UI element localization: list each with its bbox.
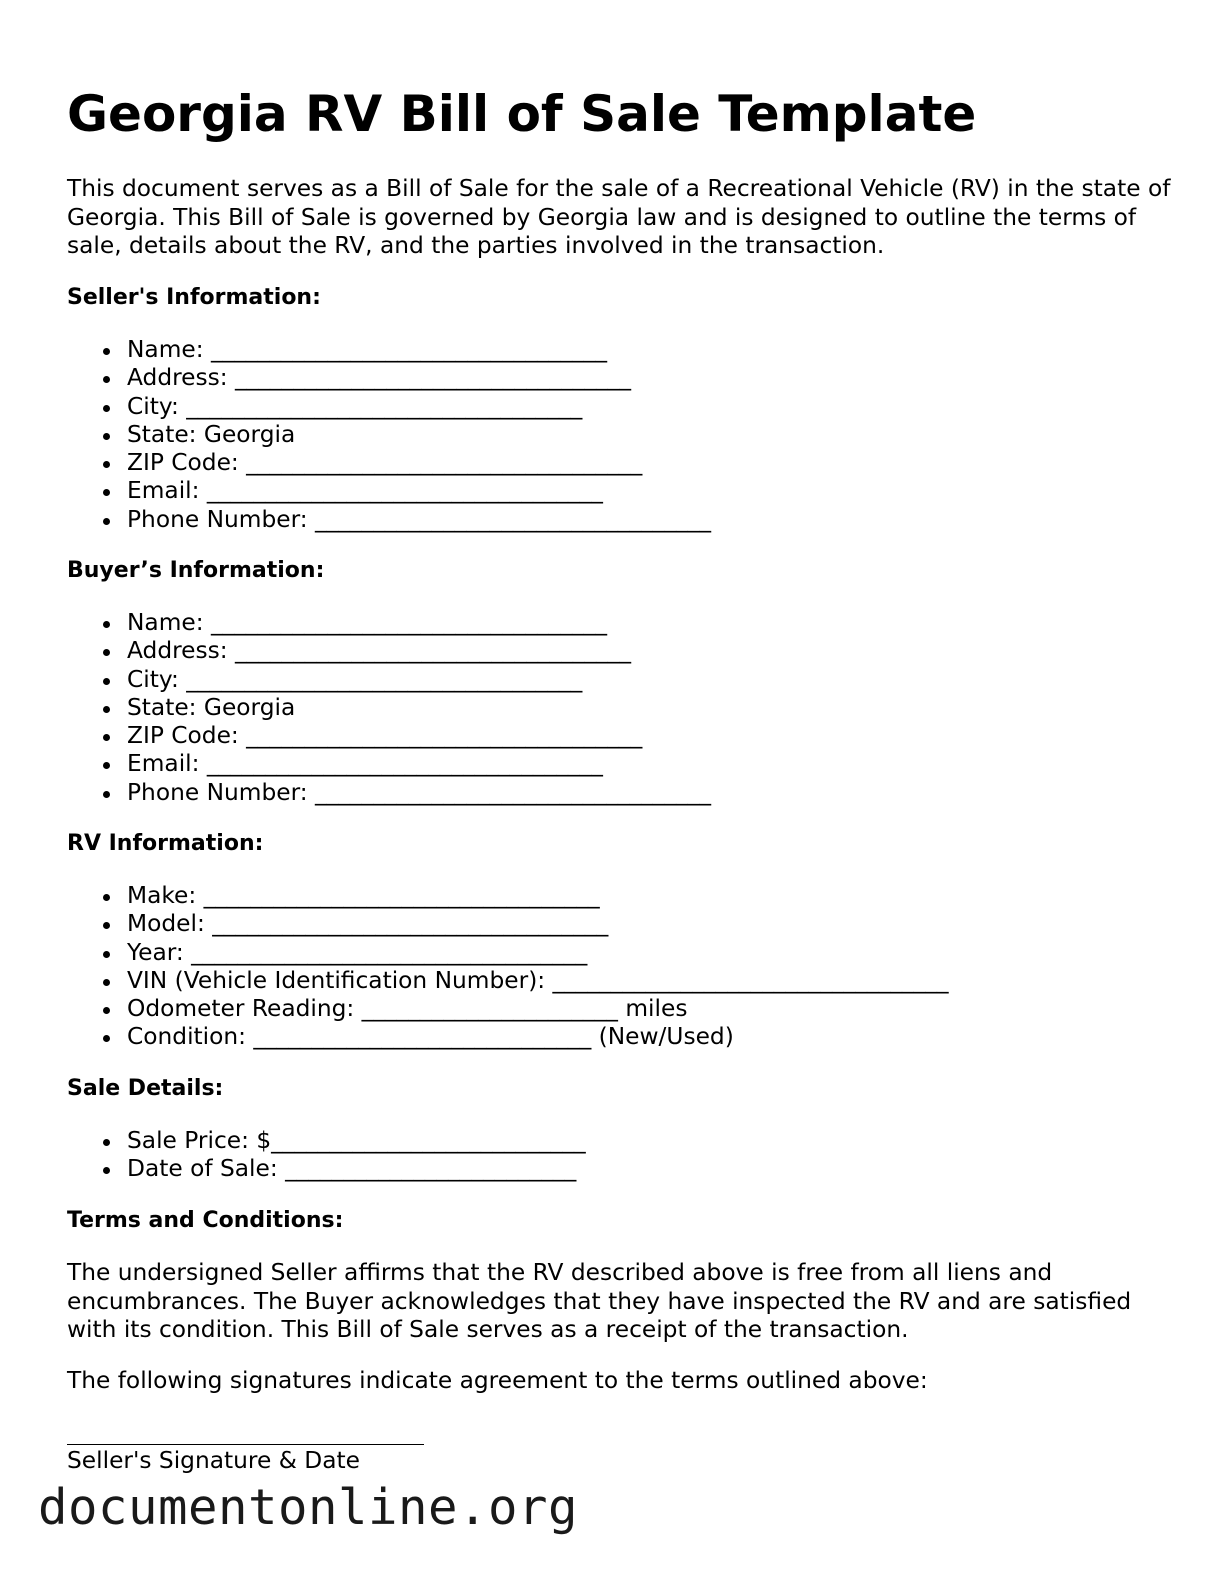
seller-name-field: Name: __________________________________ xyxy=(67,336,711,364)
seller-signature-label: Seller's Signature & Date xyxy=(67,1447,360,1474)
seller-address-field: Address: __________________________________ xyxy=(67,364,711,392)
seller-zip-field: ZIP Code: __________________________________ xyxy=(67,449,711,477)
buyer-address-field: Address: __________________________________ xyxy=(67,637,711,665)
seller-signature-line xyxy=(67,1444,424,1445)
buyer-fields xyxy=(67,609,711,807)
rv-year-field: Year: __________________________________ xyxy=(67,939,949,967)
buyer-heading: Buyer’s Information: xyxy=(67,558,325,583)
terms-heading: Terms and Conditions: xyxy=(67,1208,344,1233)
rv-fields xyxy=(67,882,949,1052)
terms-paragraph: The undersigned Seller affirms that the RV described above is free from all liens and encumbrances. The Buyer acknowledges that they have inspected the RV and are satisfied with its condition. This Bill of Sale serves as a receipt of the transaction. xyxy=(67,1259,1132,1343)
sale-price-field: Sale Price: $___________________________ xyxy=(67,1127,586,1155)
buyer-email-field: Email: __________________________________ xyxy=(67,750,711,778)
buyer-phone-field: Phone Number: __________________________________ xyxy=(67,779,711,807)
seller-fields xyxy=(67,336,711,534)
buyer-city-field: City: __________________________________ xyxy=(67,666,711,694)
seller-phone-field: Phone Number: __________________________________ xyxy=(67,506,711,534)
intro-paragraph: This document serves as a Bill of Sale for the sale of a Recreational Vehicle (RV) in the state of Georgia. This Bill of Sale is governed by Georgia law and is designed to outline the terms of sale, details about the RV, and the parties involved in the transaction. xyxy=(67,175,1171,259)
watermark: documentonline.org xyxy=(38,1479,579,1536)
page-title: Georgia RV Bill of Sale Template xyxy=(67,85,977,143)
sale-date-field: Date of Sale: _________________________ xyxy=(67,1155,586,1183)
buyer-name-field: Name: __________________________________ xyxy=(67,609,711,637)
seller-state-field: State: Georgia xyxy=(67,421,711,449)
rv-condition-field: Condition: _____________________________ (New/Used) xyxy=(67,1023,949,1051)
rv-vin-field: VIN (Vehicle Identification Number): __________________________________ xyxy=(67,967,949,995)
sale-heading: Sale Details: xyxy=(67,1076,224,1101)
agreement-paragraph: The following signatures indicate agreement to the terms outlined above: xyxy=(67,1367,928,1394)
seller-city-field: City: __________________________________ xyxy=(67,393,711,421)
buyer-zip-field: ZIP Code: __________________________________ xyxy=(67,722,711,750)
rv-odometer-field: Odometer Reading: ______________________ miles xyxy=(67,995,949,1023)
buyer-state-field: State: Georgia xyxy=(67,694,711,722)
seller-heading: Seller's Information: xyxy=(67,285,321,310)
seller-email-field: Email: __________________________________ xyxy=(67,477,711,505)
rv-heading: RV Information: xyxy=(67,831,264,856)
rv-model-field: Model: __________________________________ xyxy=(67,910,949,938)
sale-fields xyxy=(67,1127,586,1184)
rv-make-field: Make: __________________________________ xyxy=(67,882,949,910)
